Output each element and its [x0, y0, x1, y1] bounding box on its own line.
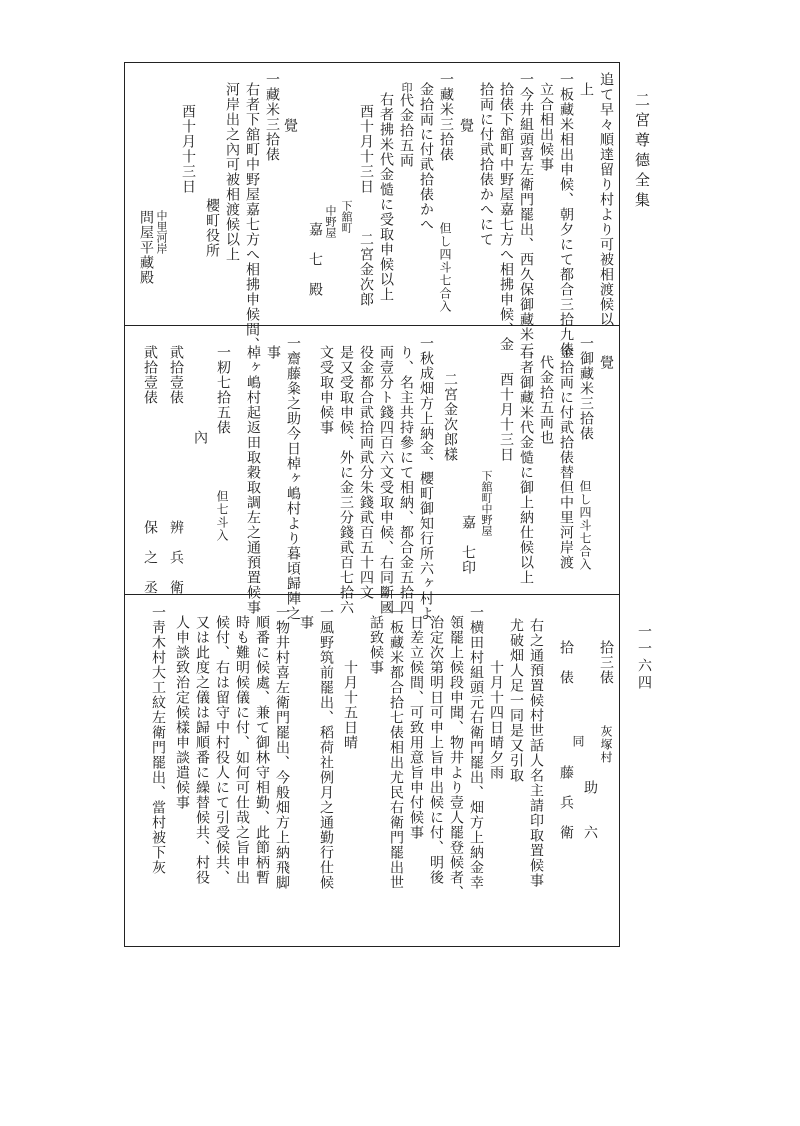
- text-column: 人申談致治定候樣申談遣候事: [174, 615, 190, 810]
- text-column: 貮拾壹俵: [168, 345, 184, 405]
- text-column: 又は此度之儀は歸順番に繰替候共、村役: [194, 615, 210, 885]
- note-column: 但し四斗七合入: [438, 222, 452, 313]
- page-number: 一一六四: [636, 624, 652, 692]
- addressee-column: 問屋平藏殿: [138, 210, 154, 285]
- date-column: 酉十月十三日: [180, 104, 196, 194]
- text-column: 治定次第明日可申上旨申出候に付、明後: [428, 615, 444, 885]
- name-column: 辨 兵 衛: [168, 520, 184, 595]
- text-column: 尤破畑人足一同是又引取: [508, 618, 524, 783]
- note-column: 但七斗入: [215, 490, 229, 542]
- date-column: 酉十月十三日: [498, 372, 514, 462]
- text-column: 一今井組頭喜左衛門罷出、西久保御藏米三: [518, 72, 534, 357]
- addressee-column: 二宮金次郎樣: [442, 372, 458, 462]
- addressee-column: 嘉 七 殿: [307, 222, 323, 297]
- text-column: 一御藏米三拾俵: [578, 336, 594, 441]
- text-column: 順番に候處、兼て御林守相勤、此節柄暫: [254, 615, 270, 885]
- text-column: 一横田村組頭元右衛門罷出、畑方上納金幸: [468, 605, 484, 890]
- heading-memo: 覺: [598, 355, 614, 370]
- text-column: 時も難明候儀に付、如何可仕哉之旨申出: [234, 615, 250, 885]
- text-column: 代金拾五両也: [538, 355, 554, 445]
- name-column: 藤 兵 衛: [558, 765, 574, 840]
- address-column: 下舘町: [340, 200, 353, 233]
- amount-line: 代金拾五両: [398, 93, 414, 168]
- address-column: 中里河岸: [155, 210, 168, 254]
- text-column: 話致候事: [368, 615, 384, 675]
- text-column: [396, 82, 416, 168]
- address-column: 灰塚村: [599, 725, 613, 764]
- text-column: 拾三俵: [598, 640, 614, 685]
- text-column: 一籾七拾五俵: [215, 345, 231, 435]
- date-column: 十月十四日晴夕雨: [488, 660, 504, 780]
- heading-memo: 覺: [458, 118, 474, 133]
- text-column: 右之通預置候村世話人名主請印取置候事: [528, 618, 544, 888]
- signature-column: 櫻町役所: [204, 198, 220, 258]
- address-column: 同: [571, 735, 585, 748]
- text-column: 一秋成畑方上納金、櫻町御知行所六ヶ村よ: [418, 336, 434, 621]
- text-column: 一齋藤粂之助今日棹ヶ嶋村より暮頃歸陣之: [285, 336, 301, 621]
- text-column: 事: [298, 615, 314, 630]
- text-column: 右者拂米代金慥に受取申候以上: [378, 92, 394, 302]
- signature-column: 嘉 七印: [460, 515, 476, 575]
- text-column: 追て早々順達留り村より可被相渡候以: [598, 72, 614, 327]
- text-column: 一藏米三拾俵: [438, 72, 454, 162]
- text-column: 日差立候間、可致用意旨申付候事: [408, 615, 424, 840]
- text-column: 事: [265, 345, 281, 360]
- text-column: 棹ヶ嶋村起返田取穀取調左之通預置候事: [245, 345, 261, 615]
- text-column: 一板藏米都合拾七俵相出尤民右衛門罷出世: [388, 605, 404, 890]
- text-column: 貮拾壹俵: [142, 345, 158, 405]
- address-column: 中野屋: [324, 205, 337, 238]
- text-column: 金拾両に付貮拾俵替但中里河岸渡: [558, 345, 574, 570]
- text-column: 領罷上候段申聞、物井より壹人罷登候者、: [448, 615, 464, 900]
- text-column: 両壹分ト錢四百六文受取申候、右同斷國: [378, 345, 394, 615]
- text-column: 拾 俵: [558, 640, 574, 685]
- text-column: 拾俵下舘町中野屋嘉七方へ相拂申候、金: [498, 82, 514, 352]
- text-column: 一物井村喜左衛門罷出、今般畑方上納飛脚: [274, 605, 290, 890]
- date-column: 十月十五日晴: [342, 660, 358, 750]
- name-column: 助 六: [582, 780, 598, 840]
- text-column: 上: [578, 82, 594, 97]
- text-column: 立合相出候事: [538, 82, 554, 172]
- signature-column: 二宮金次郎: [358, 232, 374, 307]
- text-column: 右者御藏米代金慥に御上納仕候以上: [518, 345, 534, 585]
- date-column: 酉十月十三日: [358, 104, 374, 194]
- text-column: 拾両に付貮拾俵かへにて: [478, 82, 494, 247]
- text-column: 候付、右は留守中村役人にて引受候共、: [214, 615, 230, 885]
- text-column: 一風野筑前罷出、稻荷社例月之通勤行仕候: [318, 605, 334, 890]
- text-column: 文受取申候事: [318, 345, 334, 435]
- text-column: 河岸出之內可被相渡候以上: [224, 82, 240, 262]
- text-column: り、名主共持參にて相納、都合金五拾四: [398, 345, 414, 615]
- text-column: 一藏米三拾俵: [264, 72, 280, 162]
- text-column: 一靑木村大工紋左衛門罷出、當村被下灰: [150, 605, 166, 875]
- text-column: 金拾両に付貮拾俵かへ: [418, 82, 434, 232]
- section-divider-1: [124, 325, 620, 326]
- heading-memo: 覺: [282, 118, 298, 133]
- text-column: 右者下舘町中野屋嘉七方へ相拂申候間、: [244, 82, 260, 352]
- text-column: 一板藏米相出申候、朝夕にて都合三拾九俵: [558, 72, 574, 357]
- text-column: 內: [192, 430, 208, 445]
- note-column: 但し四斗七合入: [578, 480, 592, 571]
- name-column: 保 之 丞: [142, 520, 158, 595]
- address-column: 下舘町中野屋: [480, 470, 493, 536]
- header-book-title: 二宮尊德全集: [633, 92, 651, 212]
- text-column: 是又受取申候、外に金三分錢貮百七拾六: [338, 345, 354, 615]
- text-column: 役金都合貮拾両貮分朱錢貮百五十四文: [358, 345, 374, 600]
- seal-mark: 印: [400, 82, 413, 93]
